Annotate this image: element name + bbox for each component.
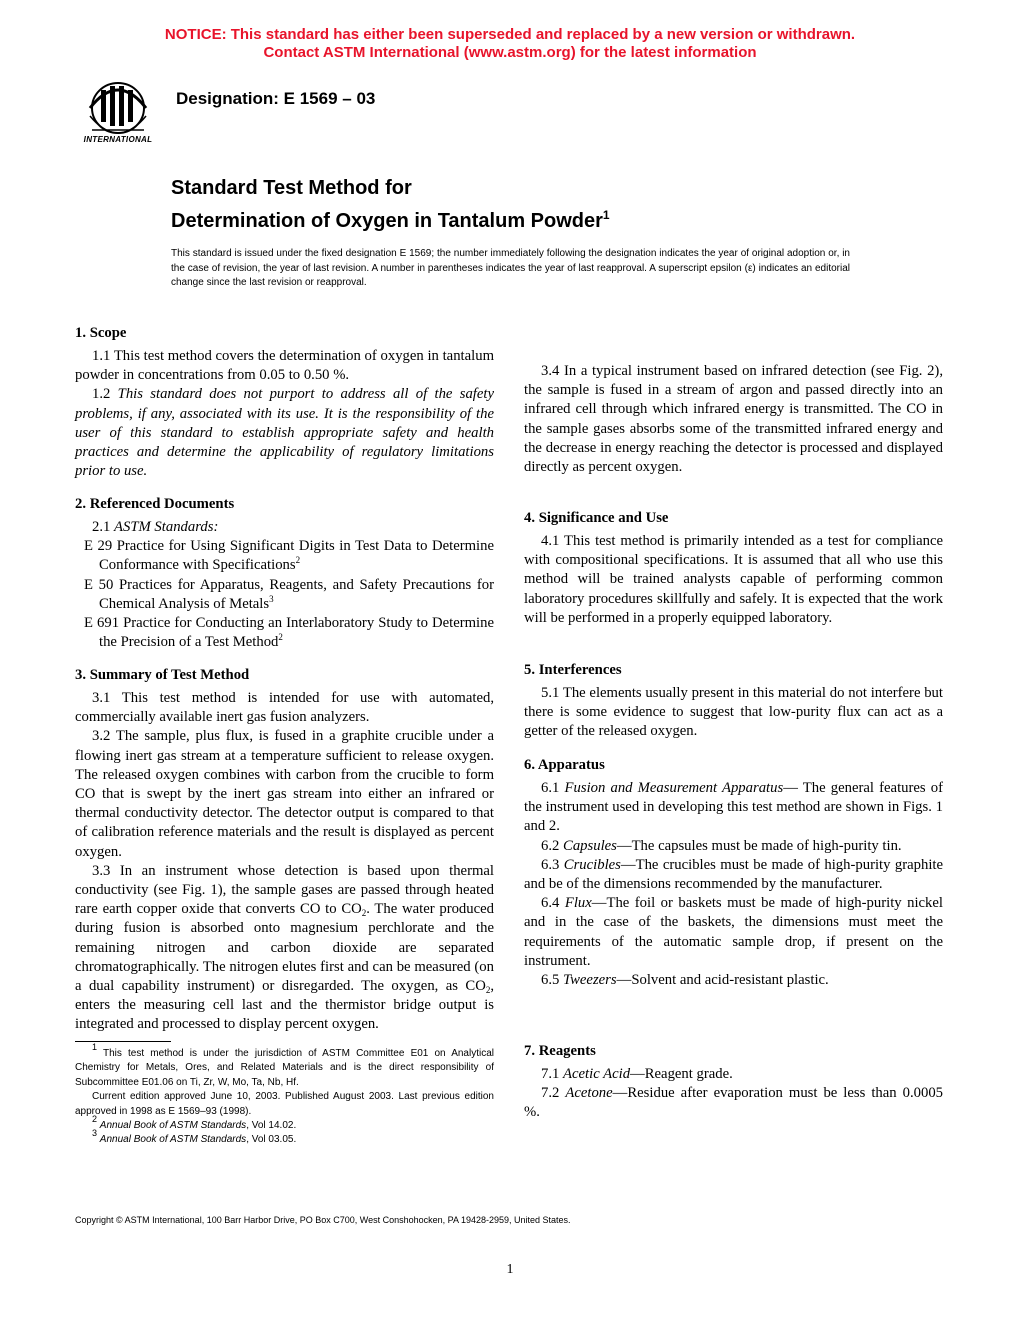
paragraph-6-3: 6.3 Crucibles—The crucibles must be made of high-purity graphite and be of the dimensions recommended by the manufacturer. [524, 856, 944, 893]
title-footnote-mark: 1 [602, 208, 610, 222]
paragraph-3-2: 3.2 The sample, plus flux, is fused in a graphite crucible under a flowing inert gas stream at a temperature sufficient to release oxygen. The released oxygen combines with carbon from the crucible to form CO that is swept by the inert gas stream into either an infrared or thermal conductivity detector. The detector output is compared to that of calibration reference materials and the result is displayed as percent oxygen. [75, 728, 494, 860]
footnote-rule [75, 1041, 171, 1042]
paragraph-3-4-block [524, 362, 943, 477]
copyright-line: Copyright © ASTM International, 100 Barr Harbor Drive, PO Box C700, West Conshohocken, PA 19428-2959, United States. [75, 1215, 571, 1225]
astm-logo-icon [74, 78, 162, 150]
section-heading: 5. Interferences [524, 662, 622, 678]
section-significance [524, 509, 943, 628]
reference-e691: E 691 Practice for Conducting an Interlaboratory Study to Determine the Precision of a Test Method$^2$ [84, 615, 494, 651]
paragraph-3-3: 3.3 In an instrument whose detection is based upon thermal conductivity (see Fig. 1), the sample gases are passed through heated rare earth copper oxide that converts CO to $CO_2$. The water produced during fusion is absorbed onto magnesium perchlorate and the remaining nitrogen and carbon dioxide are separated chromatographically. The nitrogen elutes first and can be measured (on a dual capability instrument) or disregarded. The oxygen, as $CO_2$, enters the measuring cell last and the thermistor bridge output is integrated and processed to display percent oxygen. [75, 862, 494, 1033]
paragraph-1-2: 1.2 This standard does not purport to address all of the safety problems, if any, associated with its use. It is the responsibility of the user of this standard to establish appropriate safety and health practices and determine the applicability of regulatory limitations prior to use. [75, 386, 495, 480]
paragraph-4-1: 4.1 This test method is primarily intended as a test for compliance with compositional specifications. It is assumed that all who use this method will be trained analysts capable of performing common laboratory procedures skillfully and safely. It is expected that the work will be performed in a properly equipped laboratory. [524, 533, 943, 626]
page-number: 1 [506, 1262, 514, 1277]
section-interferences [524, 661, 943, 742]
paragraph-6-5: 6.5 Tweezers—Solvent and acid-resistant plastic. [541, 972, 829, 989]
paragraph-7-2: 7.2 Acetone—Residue after evaporation must be less than 0.0005 %. [524, 1085, 944, 1121]
footnotes [75, 1042, 495, 1148]
section-heading: 6. Apparatus [524, 757, 605, 773]
supersession-notice [0, 26, 1020, 62]
section-referenced-documents [75, 495, 494, 652]
paragraph-5-1: 5.1 The elements usually present in this material do not interfere but there is some evidence to suggest that low-purity flux can act as a getter of the released oxygen. [524, 685, 943, 740]
footnote-2: $^2$ Annual Book of ASTM Standards, Vol 14.02. [92, 1114, 297, 1132]
notice-line-1: NOTICE: This standard has either been superseded and replaced by a new version or withdrawn. [164, 26, 856, 43]
paragraph-6-2: 6.2 Capsules—The capsules must be made of high-purity tin. [541, 837, 902, 854]
title-line-1: Standard Test Method for [171, 177, 412, 199]
designation: Designation: E 1569 – 03 [176, 89, 376, 108]
footnote-1: $^1$ This test method is under the jurisdiction of ASTM Committee E01 on Analytical Chemistry for Metals, Ores, and Related Materials and is the direct responsibility of Subcommittee E01.06 on Ti, Zr, W, Mo, Ta, Nb, Hf. [75, 1042, 495, 1088]
paragraph-1-1: 1.1 This test method covers the determination of oxygen in tantalum powder in concentrations from 0.05 to 0.50 %. [75, 348, 494, 384]
paragraph-6-1: 6.1 Fusion and Measurement Apparatus— The general features of the instrument used in developing this test method are shown in Figs. 1 and 2. [524, 780, 944, 835]
footnote-1-edition: Current edition approved June 10, 2003. Published August 2003. Last previous edition approved in 1998 as E 1569–93 (1998). [75, 1091, 494, 1117]
title-line-2: Determination of Oxygen in Tantalum Powder$^1$ [171, 208, 610, 232]
preamble: This standard is issued under the fixed designation E 1569; the number immediately following the designation indicates the year of original adoption or, in the case of revision, the year of last revision. A number in parentheses indicates the year of last reapproval. A superscript epsilon (ε) indicates an editorial change since the last revision or reapproval. [171, 248, 850, 288]
section-apparatus [524, 756, 943, 990]
paragraph-3-4: 3.4 In a typical instrument based on infrared detection (see Fig. 2), the sample is fused in a stream of argon and passed directly into an infrared cell through which infrared energy is transmitted. The CO in the sample gases absorbs some of the transmitted infrared energy and the decrease in energy reaching the detector is processed and displayed directly as percent oxygen. [524, 363, 943, 476]
reference-e29: E 29 Practice for Using Significant Digits in Test Data to Determine Conformance with Specifications$^2$ [84, 538, 494, 574]
reference-e50: E 50 Practices for Apparatus, Reagents, and Safety Precautions for Chemical Analysis of Metals$^3$ [84, 576, 494, 612]
paragraph-3-1: 3.1 This test method is intended for use with automated, commercially available inert gas fusion analyzers. [75, 690, 494, 726]
logo-caption: INTERNATIONAL [83, 135, 153, 144]
document-title [171, 175, 610, 235]
section-summary [75, 666, 494, 1035]
section-reagents [524, 1042, 943, 1123]
paragraph-6-4: 6.4 Flux—The foil or baskets must be made of high-purity nickel and in the case of the baskets, the dimensions must meet the requirements of the automatic sample drop, if present on the instrument. [524, 895, 944, 969]
section-scope [75, 324, 494, 481]
notice-line-2: Contact ASTM International (www.astm.org) for the latest information [263, 44, 757, 61]
paragraph-7-1: 7.1 Acetic Acid—Reagent grade. [541, 1066, 733, 1082]
section-heading: 4. Significance and Use [524, 510, 669, 526]
section-heading: 1. Scope [75, 325, 127, 341]
section-heading: 7. Reagents [524, 1043, 596, 1059]
section-heading: 3. Summary of Test Method [75, 667, 250, 683]
section-heading: 2. Referenced Documents [75, 496, 235, 512]
footnote-3: $^3$ Annual Book of ASTM Standards, Vol 03.05. [92, 1128, 297, 1146]
paragraph-2-1: 2.1 ASTM Standards: [92, 519, 219, 535]
